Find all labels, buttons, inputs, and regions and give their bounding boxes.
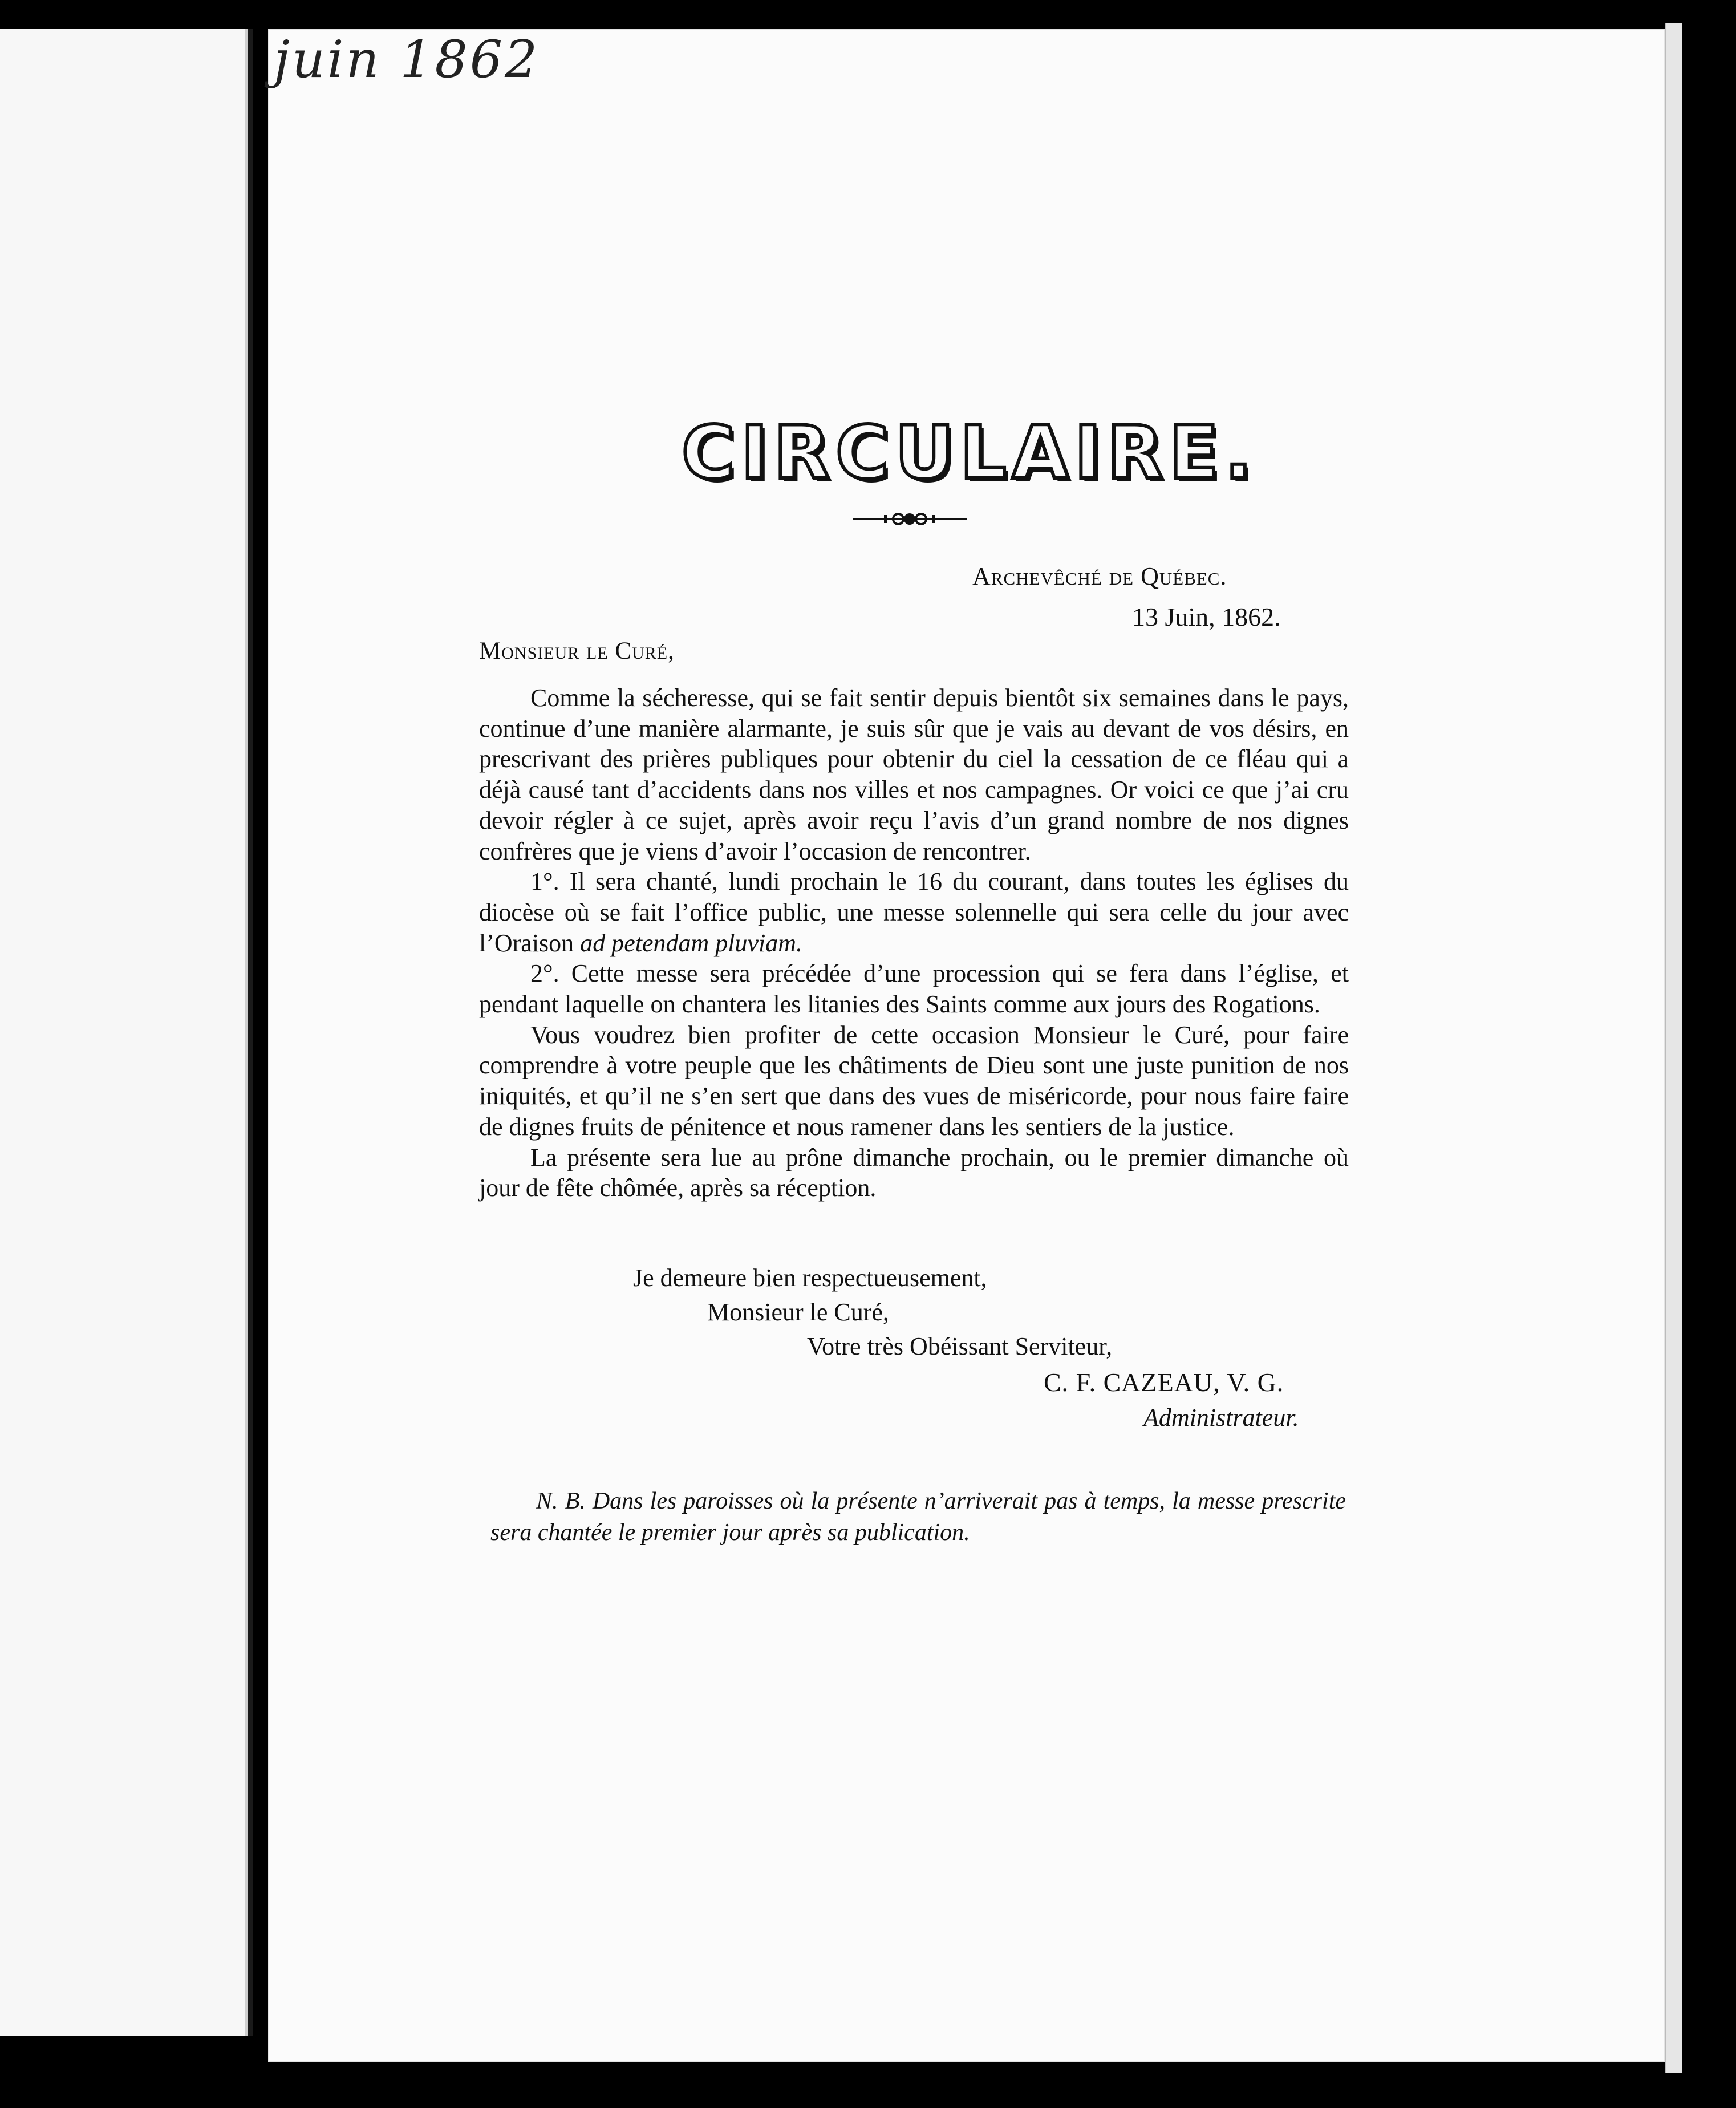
closing-line-1: Je demeure bien respectueusement, <box>633 1264 987 1292</box>
paragraph-reading: La présente sera lue au prône dimanche prochain, ou le premier dimanche où jour de fête chômée, après sa réception. <box>479 1143 1349 1202</box>
right-page-edge <box>1665 23 1682 2073</box>
handwritten-date-note: juin 1862 <box>274 30 540 90</box>
first-point-text: 1°. Il sera chanté, lundi prochain le 16 du courant, dans toutes les églises du diocèse où se fait l’office public, une messe solennelle qui sera celle du jour avec l’Oraison <box>479 867 1349 957</box>
nota-bene: N. B. Dans les paroisses où la présente n’arriverait pas à temps, la messe prescrite sera chantée le premier jour après sa publication. <box>490 1488 1346 1546</box>
salutation: Monsieur le Curé, <box>479 638 675 664</box>
letter-body <box>479 683 1349 1203</box>
signer-title: Administrateur. <box>1143 1404 1299 1432</box>
date-heading: 13 Juin, 1862. <box>1132 602 1281 631</box>
closing-line-3: Votre très Obéissant Serviteur, <box>807 1332 1113 1360</box>
document-title: CIRCULAIRE. <box>682 411 1258 496</box>
ornament-divider-icon <box>853 510 967 528</box>
signer-name: C. F. CAZEAU, V. G. <box>1044 1368 1284 1397</box>
closing-line-2: Monsieur le Curé, <box>707 1298 889 1326</box>
paragraph-first-point <box>479 866 1349 958</box>
place-heading: Archevêché de Québec. <box>972 562 1227 590</box>
oraison-title: ad petendam pluviam. <box>580 929 802 957</box>
left-page-edge <box>0 29 248 2036</box>
paragraph-second-point: 2°. Cette messe sera précédée d’une procession qui se fera dans l’église, et pendant laquelle on chantera les litanies des Saints comme aux jours des Rogations. <box>479 959 1349 1019</box>
paragraph-intro: Comme la sécheresse, qui se fait sentir depuis bientôt six semaines dans le pays, continue d’une manière alarmante, je suis sûr que je vais au devant de vos désirs, en prescrivant des prières publiques pour obtenir du ciel la cessation de ce fléau qui a déjà causé tant d’accidents dans nos villes et nos campagnes. Or voici ce que j’ai cru devoir régler à ce sujet, après avoir reçu l’avis d’un grand nombre de nos dignes confrères que je viens d’avoir l’occasion de rencontrer. <box>479 684 1349 865</box>
paragraph-exhortation: Vous voudrez bien profiter de cette occasion Monsieur le Curé, pour faire comprendre à votre peuple que les châtiments de Dieu sont une juste punition de nos iniquités, et qu’il ne s’en sert que dans des vues de miséricorde, pour nous faire faire de dignes fruits de pénitence et nous ramener dans les sentiers de la justice. <box>479 1020 1349 1141</box>
